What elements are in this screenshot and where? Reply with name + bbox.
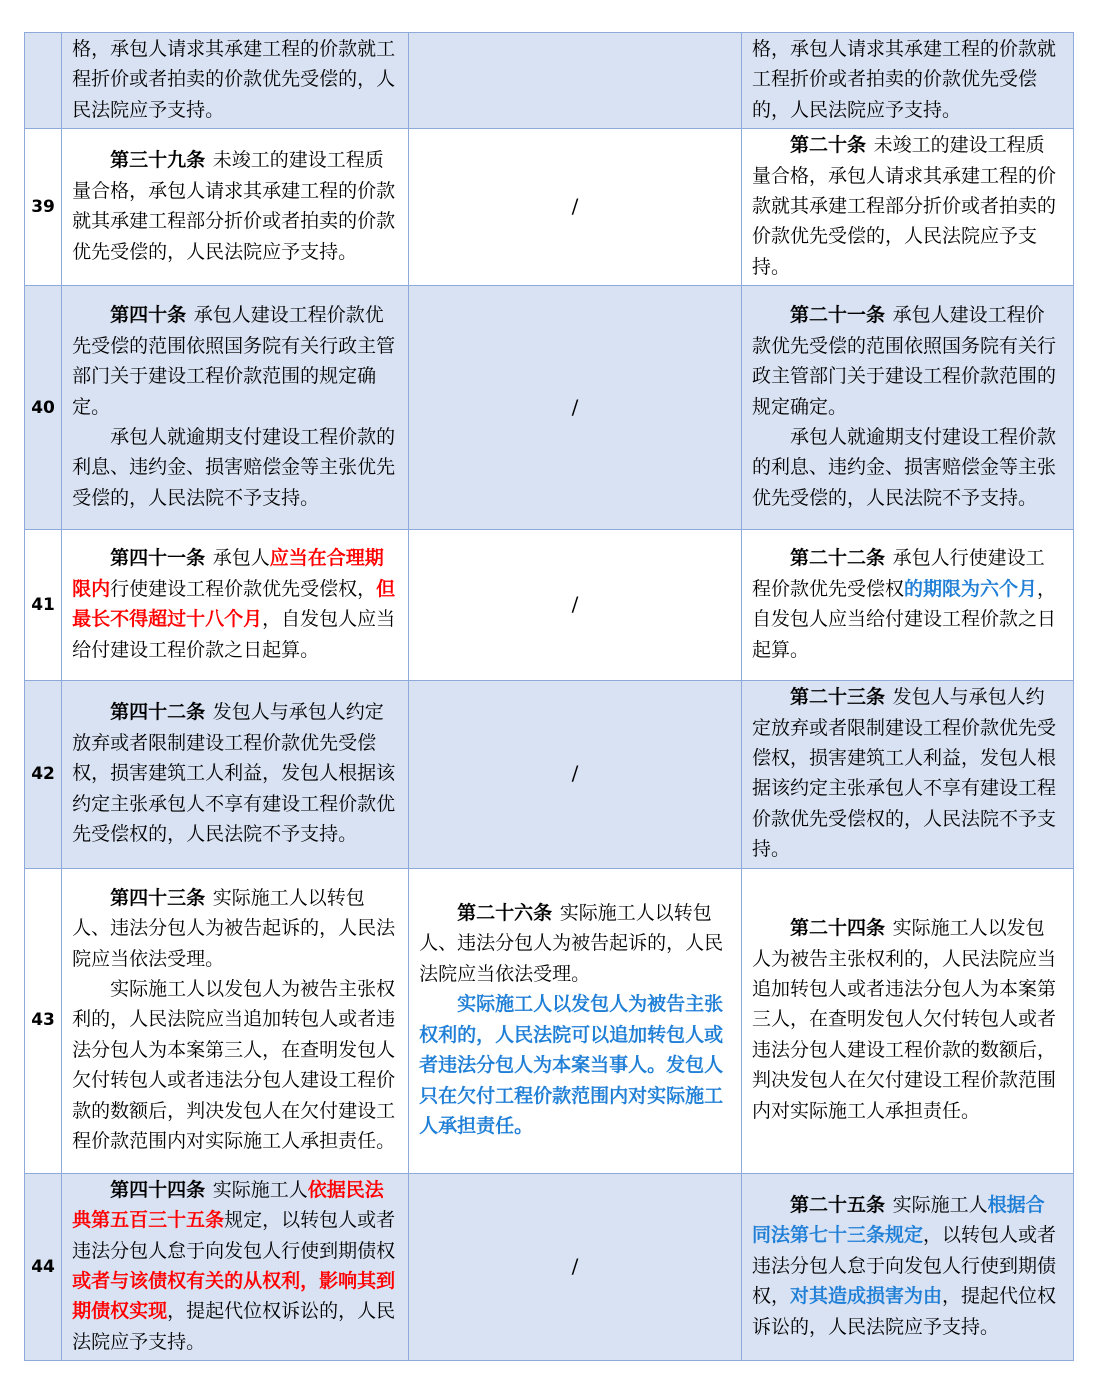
article-number: 第二十六条 bbox=[457, 902, 553, 925]
old-interp-cell bbox=[742, 868, 1074, 1173]
article-number: 第二十条 bbox=[790, 134, 867, 157]
draft-interp-cell bbox=[409, 286, 742, 530]
row-number: 40 bbox=[25, 286, 62, 530]
clause-text: 格，承包人请求其承建工程的价款就工程折价或者拍卖的价款优先受偿的，人民法院应予支持。 bbox=[752, 38, 1057, 121]
article-number: 第三十九条 bbox=[110, 149, 206, 172]
table-row bbox=[25, 129, 1074, 286]
old-interp-cell bbox=[742, 33, 1074, 129]
clause-text: 第二十三条 发包人与承包人约定放弃或者限制建设工程价款优先受偿权，损害建筑工人利益，发包人根据该约定主张承包人不享有建设工程价款优先受偿权的，人民法院不予支持。 bbox=[752, 686, 1057, 861]
table-row bbox=[25, 286, 1074, 530]
article-number: 第二十五条 bbox=[790, 1193, 886, 1216]
article-number: 第四十条 bbox=[110, 304, 187, 327]
clause-text: 第二十五条 实际施工人根据合同法第七十三条规定，以转包人或者违法分包人怠于向发包人行使到期债权，对其造成损害为由，提起代位权诉讼的，人民法院应予支持。 bbox=[752, 1193, 1057, 1338]
clause-text: 第二十四条 实际施工人以发包人为被告主张权利的，人民法院应当追加转包人或者违法分包人为本案第三人，在查明发包人欠付转包人或者违法分包人建设工程价款的数额后，判决发包人在欠付建设工程价款范围内对实际施工人承担责任。 bbox=[752, 917, 1057, 1122]
clause-text: 第二十一条 承包人建设工程价款优先受偿的范围依照国务院有关行政主管部门关于建设工程价款范围的规定确定。 bbox=[752, 304, 1057, 418]
row-number: 41 bbox=[25, 530, 62, 681]
table-row bbox=[25, 530, 1074, 681]
civil-code-interp-cell bbox=[62, 530, 409, 681]
clause-text: 第四十条 承包人建设工程价款优先受偿的范围依照国务院有关行政主管部门关于建设工程价款范围的规定确定。 bbox=[72, 304, 396, 418]
civil-code-interp-cell bbox=[62, 286, 409, 530]
draft-interp-cell bbox=[409, 681, 742, 868]
draft-interp-cell bbox=[409, 33, 742, 129]
changed-text: 或者与该债权有关的从权利，影响其到期债权实现 bbox=[72, 1269, 396, 1323]
civil-code-interp-cell bbox=[62, 33, 409, 129]
old-text: 根据合同法第七十三条规定 bbox=[752, 1193, 1045, 1247]
clause-text: 第四十三条 实际施工人以转包人、违法分包人为被告起诉的，人民法院应当依法受理。 bbox=[72, 886, 396, 970]
article-number: 第二十二条 bbox=[790, 547, 886, 570]
article-number: 第二十三条 bbox=[790, 686, 886, 709]
civil-code-interp-cell bbox=[62, 868, 409, 1173]
changed-text: 应当在合理期限内 bbox=[72, 547, 384, 600]
draft-interp-cell bbox=[409, 530, 742, 681]
article-number: 第四十一条 bbox=[110, 547, 206, 570]
changed-text: 但最长不得超过十八个月 bbox=[72, 577, 396, 631]
civil-code-interp-cell bbox=[62, 1173, 409, 1360]
article-number: 第二十四条 bbox=[790, 917, 886, 940]
empty-slash: / bbox=[571, 1253, 579, 1278]
old-interp-cell bbox=[742, 129, 1074, 286]
clause-text: 第四十四条 实际施工人依据民法典第五百三十五条规定，以转包人或者违法分包人怠于向发包人行使到期债权或者与该债权有关的从权利，影响其到期债权实现，提起代位权诉讼的，人民法院应予支持。 bbox=[72, 1178, 396, 1353]
draft-interp-cell bbox=[409, 1173, 742, 1360]
old-text: 实际施工人以发包人为被告主张权利的，人民法院可以追加转包人或者违法分包人为本案当事人。发包人只在欠付工程价款范围内对实际施工人承担责任。 bbox=[419, 993, 724, 1137]
clause-text: 承包人就逾期支付建设工程价款的利息、违约金、损害赔偿金等主张优先受偿的，人民法院不予支持。 bbox=[72, 425, 396, 509]
clause-text: 实际施工人以发包人为被告主张权利的，人民法院应当追加转包人或者违法分包人为本案第三人，在查明发包人欠付转包人或者违法分包人建设工程价款的数额后，判决发包人在欠付建设工程价款范围内对实际施工人承担责任。 bbox=[72, 978, 396, 1153]
article-number: 第四十三条 bbox=[110, 886, 206, 909]
table-row bbox=[25, 33, 1074, 129]
clause-text: 第二十条 未竣工的建设工程质量合格，承包人请求其承建工程的价款就其承建工程部分折价或者拍卖的价款优先受偿的，人民法院应予支持。 bbox=[752, 134, 1057, 278]
article-number: 第四十四条 bbox=[110, 1178, 206, 1201]
empty-slash: / bbox=[571, 592, 579, 617]
clause-text: 格，承包人请求其承建工程的价款就工程折价或者拍卖的价款优先受偿的，人民法院应予支持。 bbox=[72, 38, 396, 121]
clause-text: 第四十一条 承包人应当在合理期限内行使建设工程价款优先受偿权，但最长不得超过十八个月，自发包人应当给付建设工程价款之日起算。 bbox=[72, 547, 396, 661]
row-number: 44 bbox=[25, 1173, 62, 1360]
article-number: 第四十二条 bbox=[110, 701, 206, 724]
old-interp-cell bbox=[742, 1173, 1074, 1360]
row-number-cell bbox=[25, 33, 62, 129]
clause-text: 第二十二条 承包人行使建设工程价款优先受偿权的期限为六个月，自发包人应当给付建设工程价款之日起算。 bbox=[752, 547, 1057, 661]
old-interp-cell bbox=[742, 681, 1074, 868]
old-text: 对其造成损害为由 bbox=[790, 1285, 943, 1308]
changed-text: 依据民法典第五百三十五条 bbox=[72, 1178, 384, 1232]
clause-text: 第三十九条 未竣工的建设工程质量合格，承包人请求其承建工程的价款就其承建工程部分折价或者拍卖的价款优先受偿的，人民法院应予支持。 bbox=[72, 149, 396, 263]
old-text: 的期限为六个月 bbox=[904, 577, 1038, 600]
table-row bbox=[25, 1173, 1074, 1360]
empty-slash: / bbox=[571, 761, 579, 786]
civil-code-interp-cell bbox=[62, 681, 409, 868]
clause-text: 第四十二条 发包人与承包人约定放弃或者限制建设工程价款优先受偿权，损害建筑工人利益，发包人根据该约定主张承包人不享有建设工程价款优先受偿权的，人民法院不予支持。 bbox=[72, 701, 396, 846]
empty-slash: / bbox=[571, 194, 579, 219]
row-number: 39 bbox=[25, 129, 62, 286]
civil-code-interp-cell bbox=[62, 129, 409, 286]
draft-interp-cell bbox=[409, 868, 742, 1173]
clause-text: 承包人就逾期支付建设工程价款的利息、违约金、损害赔偿金等主张优先受偿的，人民法院不予支持。 bbox=[752, 425, 1057, 509]
article-number: 第二十一条 bbox=[790, 304, 886, 327]
old-interp-cell bbox=[742, 530, 1074, 681]
old-interp-cell bbox=[742, 286, 1074, 530]
empty-slash: / bbox=[571, 394, 579, 419]
row-number: 43 bbox=[25, 868, 62, 1173]
row-number: 42 bbox=[25, 681, 62, 868]
draft-interp-cell bbox=[409, 129, 742, 286]
comparison-table bbox=[24, 32, 1074, 1361]
table-row bbox=[25, 868, 1074, 1173]
table-row bbox=[25, 681, 1074, 868]
clause-text: 第二十六条 实际施工人以转包人、违法分包人为被告起诉的，人民法院应当依法受理。 bbox=[419, 902, 724, 985]
